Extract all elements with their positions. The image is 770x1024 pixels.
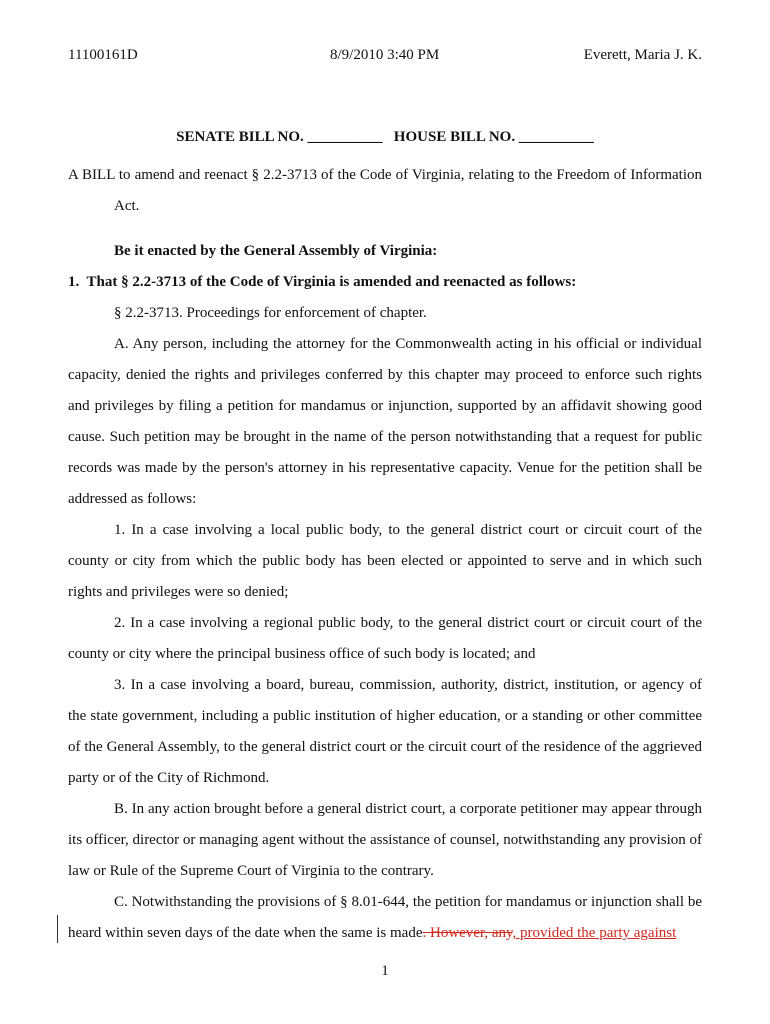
page-number: 1 — [381, 963, 389, 979]
venue-item-1: 1. In a case involving a local public body, to the general district court or circuit court of the county or city from which the public body has been elected or appointed to serve and in which such rights and privileges were so denied; — [68, 522, 702, 600]
inserted-text: , provided the party against — [512, 925, 677, 941]
venue-item-3: 3. In a case involving a board, bureau, commission, authority, district, institution, or agency of the state government, including a public institution of higher education, or a standing or other committee of the General Assembly, to the general district court or the circuit court of the residence of the aggrieved party or of the City of Richmond. — [68, 677, 702, 786]
deleted-text: . However, any — [422, 925, 513, 941]
section-1-statement: 1. That § 2.2-3713 of the Code of Virginia is amended and reenacted as follows: — [68, 274, 577, 290]
change-bar — [57, 915, 58, 943]
paragraph-b: B. In any action brought before a general district court, a corporate petitioner may appear through its officer, director or managing agent without the assistance of counsel, notwithstanding any provision of law or Rule of the Supreme Court of Virginia to the contrary. — [68, 801, 702, 879]
bill-body — [68, 160, 702, 949]
enacting-clause: Be it enacted by the General Assembly of Virginia: — [114, 243, 438, 259]
paragraph-c — [68, 887, 702, 949]
bill-title: SENATE BILL NO. __________ HOUSE BILL NO. __________ — [176, 129, 594, 145]
document-datetime: 8/9/2010 3:40 PM — [330, 47, 440, 63]
bill-intro: A BILL to amend and reenact § 2.2-3713 of the Code of Virginia, relating to the Freedom of Information Act. — [68, 167, 702, 214]
document-author: Everett, Maria J. K. — [583, 47, 702, 63]
paragraph-a: A. Any person, including the attorney for the Commonwealth acting in his official or individual capacity, denied the rights and privileges conferred by this chapter may proceed to enforce such rights and privileges by filing a petition for mandamus or injunction, supported by an affidavit showing good cause. Such petition may be brought in the name of the person notwithstanding that a request for public records was made by the person's attorney in his representative capacity. Venue for the petition shall be addressed as follows: — [68, 336, 702, 507]
venue-item-2: 2. In a case involving a regional public body, to the general district court or circuit court of the county or city where the principal business office of such body is located; and — [68, 615, 702, 662]
document-id: 11100161D — [68, 47, 138, 63]
section-heading: § 2.2-3713. Proceedings for enforcement of chapter. — [114, 305, 427, 321]
paragraph-c-text: C. Notwithstanding the provisions of § 8.01-644, the petition for mandamus or injunction shall be heard within seven days of the date when the same is made — [68, 894, 702, 941]
